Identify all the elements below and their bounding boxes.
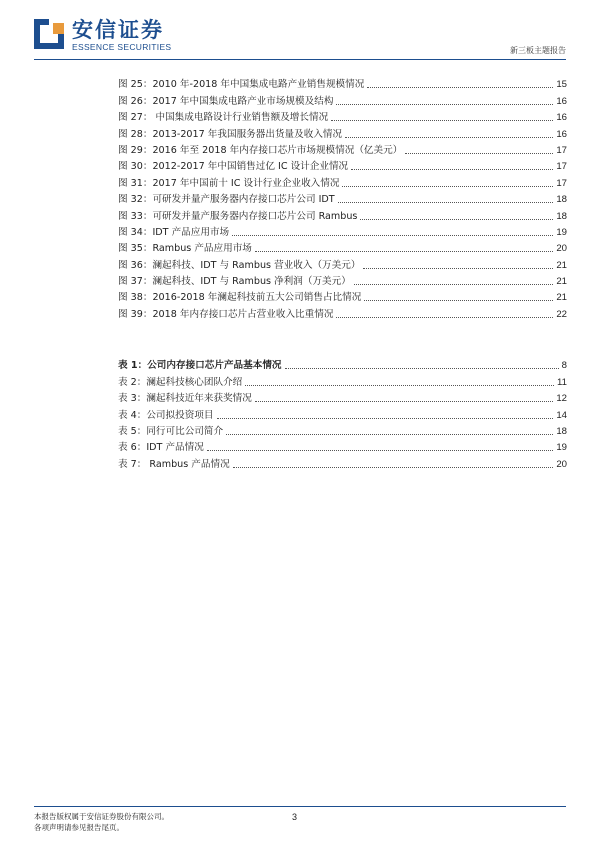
- toc-row[interactable]: [118, 272, 567, 288]
- leader-dots: [245, 385, 554, 386]
- toc-row[interactable]: [118, 372, 567, 388]
- toc-page-number: 20: [556, 243, 567, 255]
- toc-link[interactable]: 表 1：公司内存接口芯片产品基本情况: [118, 360, 282, 372]
- brand-name-en: ESSENCE SECURITIES: [72, 42, 172, 52]
- leader-dots: [226, 434, 553, 435]
- toc-row[interactable]: [118, 239, 567, 255]
- toc-link[interactable]: 图 31：2017 年中国前十 IC 设计行业企业收入情况: [118, 177, 340, 189]
- essence-logo-icon: [34, 19, 64, 49]
- toc-link[interactable]: 表 6：IDT 产品情况: [118, 442, 204, 454]
- leader-dots: [207, 450, 553, 451]
- toc-link[interactable]: 图 27： 中国集成电路设计行业销售额及增长情况: [118, 112, 329, 124]
- leader-dots: [255, 401, 553, 402]
- toc-row[interactable]: [118, 304, 567, 320]
- toc-page-number: 17: [556, 161, 567, 173]
- toc-link[interactable]: 图 26：2017 年中国集成电路产业市场规模及结构: [118, 95, 334, 107]
- page-header: [0, 0, 600, 62]
- footer-statement-note: 各项声明请参见报告尾页。: [34, 823, 124, 832]
- toc-page-number: 16: [556, 128, 567, 140]
- toc-link[interactable]: 表 4：公司拟投资项目: [118, 409, 214, 421]
- toc-page-number: 20: [556, 458, 567, 470]
- toc-page-number: 17: [556, 177, 567, 189]
- leader-dots: [363, 268, 553, 269]
- toc-row[interactable]: [118, 157, 567, 173]
- leader-dots: [360, 219, 553, 220]
- toc-link[interactable]: 图 36：澜起科技、IDT 与 Rambus 营业收入（万美元）: [118, 259, 361, 271]
- toc-link[interactable]: 图 34：IDT 产品应用市场: [118, 226, 230, 238]
- toc-link[interactable]: 图 25：2010 年-2018 年中国集成电路产业销售规模情况: [118, 79, 365, 91]
- toc-page-number: 17: [556, 144, 567, 156]
- leader-dots: [255, 251, 553, 252]
- toc-row[interactable]: [118, 405, 567, 421]
- toc-row[interactable]: [118, 173, 567, 189]
- leader-dots: [331, 120, 553, 121]
- toc-link[interactable]: 图 37：澜起科技、IDT 与 Rambus 净利润（万美元）: [118, 276, 351, 288]
- toc-link[interactable]: 表 5：同行可比公司简介: [118, 425, 224, 437]
- toc-row[interactable]: [118, 206, 567, 222]
- brand-name-cn: 安信证券: [72, 18, 164, 42]
- leader-dots: [285, 368, 559, 369]
- toc-page-number: 8: [561, 360, 567, 372]
- toc-page-number: 16: [556, 95, 567, 107]
- toc-page-number: 21: [556, 276, 567, 288]
- leader-dots: [351, 169, 553, 170]
- toc-row[interactable]: [118, 108, 567, 124]
- toc-link[interactable]: 图 28：2013-2017 年我国服务器出货量及收入情况: [118, 128, 343, 140]
- toc-page-number: 11: [557, 376, 567, 388]
- toc-page-number: 19: [556, 442, 567, 454]
- toc-row[interactable]: [118, 190, 567, 206]
- toc-link[interactable]: 表 7： Rambus 产品情况: [118, 458, 230, 470]
- leader-dots: [338, 202, 554, 203]
- leader-dots: [336, 317, 553, 318]
- toc-link[interactable]: 图 35：Rambus 产品应用市场: [118, 243, 252, 255]
- leader-dots: [233, 467, 554, 468]
- toc-row[interactable]: [118, 124, 567, 140]
- toc-link[interactable]: 表 2：澜起科技核心团队介绍: [118, 376, 243, 388]
- leader-dots: [367, 87, 553, 88]
- toc-page-number: 22: [556, 308, 567, 320]
- toc-link[interactable]: 图 29：2016 年至 2018 年内存接口芯片市场规模情况（亿美元）: [118, 144, 403, 156]
- figures-index: [118, 75, 567, 321]
- toc-link[interactable]: 图 39：2018 年内存接口芯片占营业收入比重情况: [118, 308, 334, 320]
- leader-dots: [364, 300, 553, 301]
- toc-page-number: 18: [556, 210, 567, 222]
- toc-page-number: 21: [556, 292, 567, 304]
- toc-row[interactable]: [118, 75, 567, 91]
- footer-disclaimer: [34, 811, 169, 833]
- toc-row[interactable]: [118, 422, 567, 438]
- header-divider: [34, 59, 566, 60]
- toc-row[interactable]: [118, 91, 567, 107]
- footer-divider: [34, 806, 566, 807]
- leader-dots: [342, 186, 553, 187]
- toc-row[interactable]: [118, 389, 567, 405]
- toc-row[interactable]: [118, 454, 567, 470]
- page-number: 3: [292, 812, 298, 822]
- toc-page-number: 18: [556, 425, 567, 437]
- toc-page-number: 18: [556, 194, 567, 206]
- toc-row[interactable]: [118, 438, 567, 454]
- toc-page-number: 14: [556, 409, 567, 421]
- toc-link[interactable]: 图 33：可研发并量产服务器内存接口芯片公司 Rambus: [118, 210, 358, 222]
- leader-dots: [354, 284, 553, 285]
- toc-row[interactable]: [118, 223, 567, 239]
- toc-page-number: 16: [556, 112, 567, 124]
- toc-link[interactable]: 图 38：2016-2018 年澜起科技前五大公司销售占比情况: [118, 292, 362, 304]
- toc-page-number: 19: [556, 226, 567, 238]
- toc-link[interactable]: 图 30：2012-2017 年中国销售过亿 IC 设计企业情况: [118, 161, 349, 173]
- toc-page-number: 12: [556, 393, 567, 405]
- footer-copyright: 本报告版权属于安信证券股份有限公司。: [34, 812, 169, 821]
- toc-row[interactable]: [118, 141, 567, 157]
- tables-index: [118, 356, 567, 471]
- leader-dots: [405, 153, 553, 154]
- toc-link[interactable]: 表 3：澜起科技近年来获奖情况: [118, 393, 252, 405]
- leader-dots: [345, 137, 553, 138]
- toc-page-number: 21: [556, 259, 567, 271]
- leader-dots: [336, 104, 553, 105]
- toc-page-number: 15: [556, 79, 567, 91]
- leader-dots: [232, 235, 553, 236]
- leader-dots: [217, 418, 554, 419]
- toc-row[interactable]: [118, 288, 567, 304]
- toc-link[interactable]: 图 32：可研发并量产服务器内存接口芯片公司 IDT: [118, 194, 335, 206]
- report-type: 新三板主题报告: [510, 46, 566, 55]
- toc-row[interactable]: [118, 255, 567, 271]
- toc-row[interactable]: [118, 356, 567, 372]
